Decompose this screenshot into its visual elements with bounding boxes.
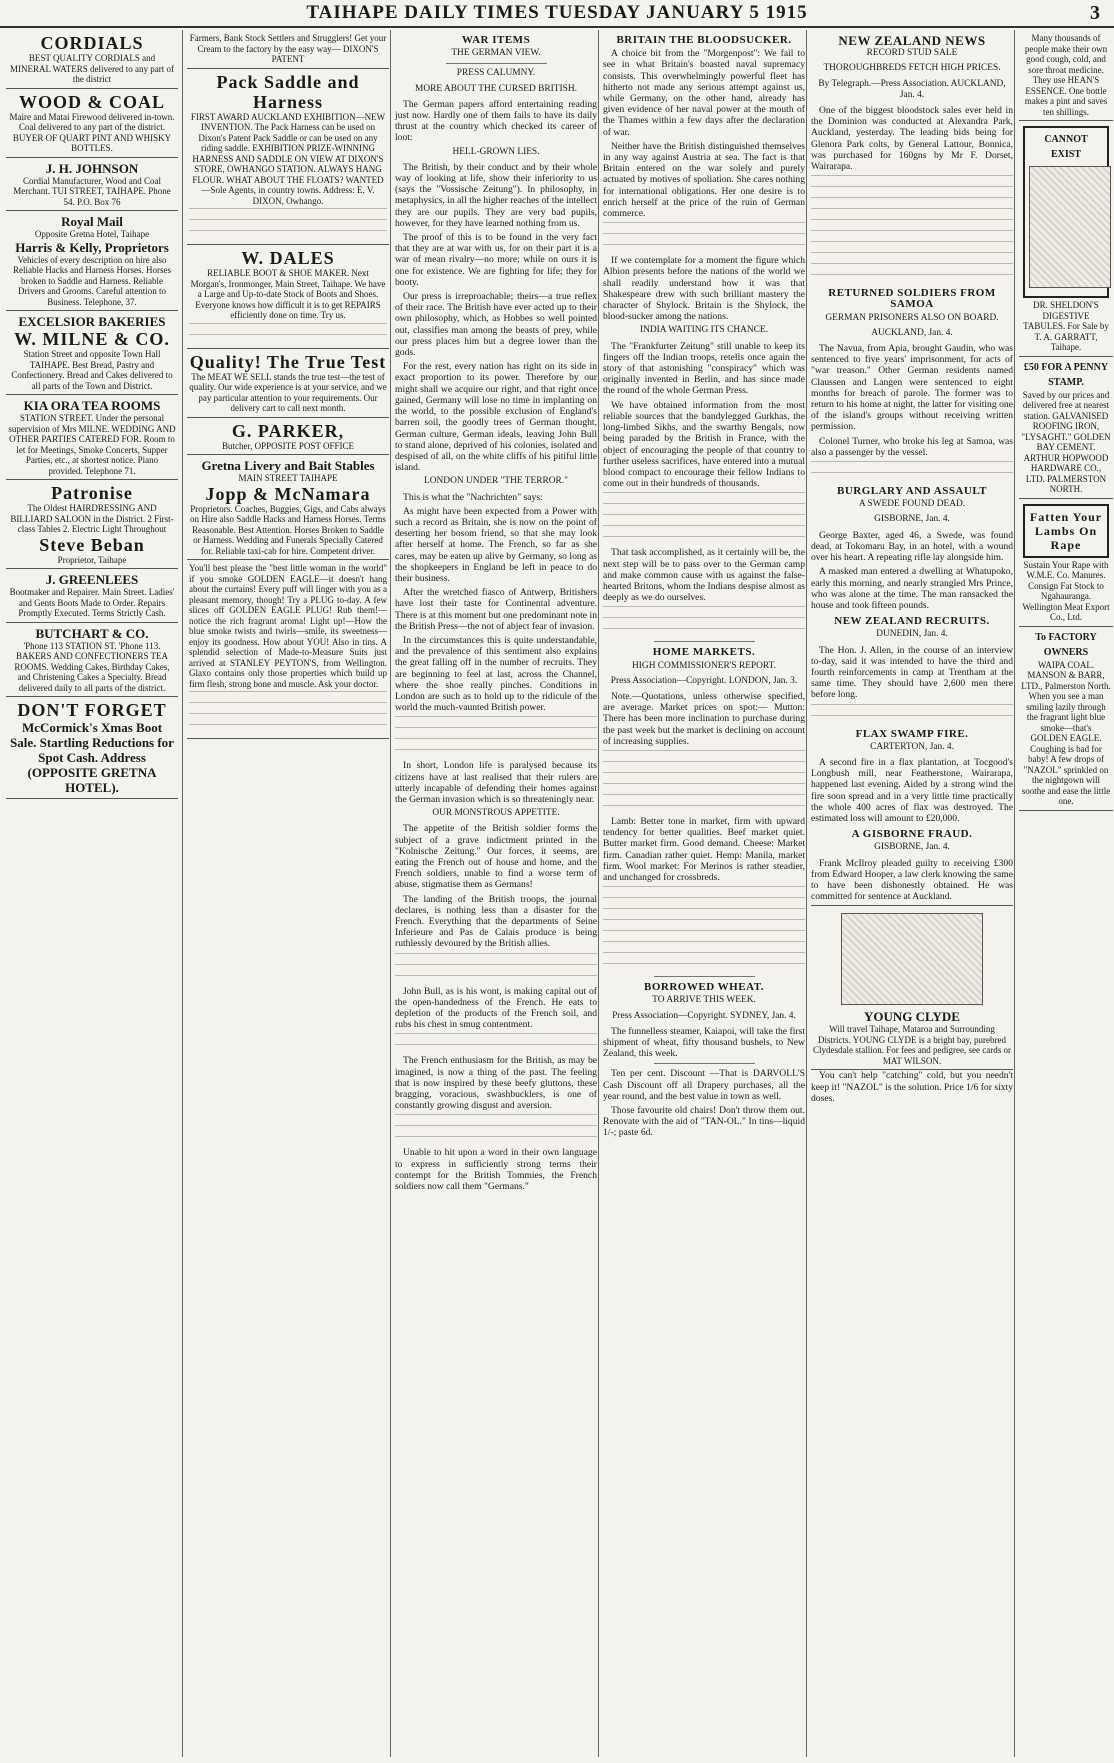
ad-quality: Quality! The True Test The MEAT WE SELL stands the true test—the test of quality. Our wide experience is at your service, and we pay particular attention to your requirements. Our delivery cart to call next month.: [187, 349, 389, 418]
ad-butchart: BUTCHART & CO. 'Phone 113 STATION ST. 'Phone 113. BAKERS AND CONFECTIONERS TEA ROOMS. Wedding Cakes, Birthday Cakes, and Christening Cakes a Specialty. Bread delivered daily to all parts of the district.: [6, 623, 178, 698]
ad-heans-essence: Many thousands of people make their own good cough, cold, and sore throat medicine. They use HEAN'S ESSENCE. One bottle makes a pint and saves ten shillings.: [1019, 30, 1113, 121]
column-6-ads: [1014, 30, 1113, 1757]
horse-illustration: [841, 913, 983, 1005]
ad-kia-ora: KIA ORA TEA ROOMS STATION STREET. Under the personal supervision of Mrs MILNE. WEDDING AND OTHER PARTIES CATERED FOR. Room to let for Meetings, Smoke Concerts, Supper Parties, etc., at shortest notice. Piano provided. Telephone 71.: [6, 395, 178, 480]
ad-greenlees: J. GREENLEES Bootmaker and Repairer. Main Street. Ladies' and Gents Boots Made to Order. Repairs Promptly Executed. Terms Strictly Cash.: [6, 569, 178, 623]
page-number: 3: [1090, 2, 1100, 24]
column-2-ads: [182, 30, 389, 1757]
ad-johnson: J. H. JOHNSON Cordial Manufacturer, Wood and Coal Merchant. TUI STREET, TAIHAPE. Phone 54. P.O. Box 76: [6, 158, 178, 212]
ad-royal-mail: Royal Mail Opposite Gretna Hotel, Taihape Harris & Kelly, Proprietors Vehicles of every description on hire also Reliable Hacks and Harness Horses. Horses broken to Saddle and Harness. Reliable Drivers and Grooms. Careful attention to Business. Telephone, 37.: [6, 211, 178, 311]
ad-patronise: Patronise The Oldest HAIRDRESSING AND BILLIARD SALOON in the District. 2 First-class Tables 2. Electric Light Throughout Steve Beban Proprietor, Taihape: [6, 480, 178, 569]
ad-waipa-coal: To FACTORY OWNERS WAIPA COAL. MANSON & BARR, LTD., Palmerston North. When you see a man smiling lazily through the fragrant light blue smoke—that's GOLDEN EAGLE. Coughing is bad for baby! A few drops of "NAZOL" sprinkled on the nightgown will soothe and ease the little one.: [1019, 627, 1113, 811]
column-1-ads: [6, 30, 178, 1757]
ad-hopwood-hardware: £50 FOR A PENNY STAMP. Saved by our prices and delivered free at nearest station. GALVANISED ROOFING IRON, "LYSAGHT." GOLDEN BAY CEMENT. ARTHUR HOPWOOD HARDWARE CO., LTD. PALMERSTON NORTH.: [1019, 357, 1113, 499]
ad-excelsior-bakeries: EXCELSIOR BAKERIES W. MILNE & CO. Station Street and opposite Town Hall TAIHAPE. Best Bread, Pastry and Confectionery. Bread and Cakes delivered to all parts of the Town and District.: [6, 311, 178, 395]
ad-pack-saddle: Pack Saddle and Harness FIRST AWARD AUCKLAND EXHIBITION—NEW INVENTION. The Pack Harness can be used on Dixon's Patent Pack Saddle or can be used on any riding saddle. EXHIBITION PRIZE-WINNING HARNESS AND SADDLE ON VIEW AT DIXON'S STORE, OWHANGO STATION. ALWAYS HANG FLOUR. WHAT ABOUT THE FLOATS? WANTED—Sole Agents, in country towns. Address: E. V. DIXON, Owhango.: [187, 69, 389, 246]
column-4-articles: BRITAIN THE BLOODSUCKER. A choice bit from the "Morgenpost": We fail to see in what Britain's boasted naval supremacy consists. This overwhelmingly powerful fleet has hitherto not made any serious attempt against us, while Germany, on the other hand, already has given evidence of her naval power at the mouth of the Thames within a few days after the declaration of war. Neither have the British distinguished themselves in any way against Austria at sea. The fact is that Britain entered on the war solely and purely actuated by motives of spoliation. She cares nothing for international obligations. Her one desire is to enrich herself at the price of the ruin of German commerce. If we contemplate for a moment the figure which Albion presents before the nations of the world we shall readily understand how it was that Shakespeare drew with such brilliant mastery the character of Shylock. Britain is the Shylock, the blood-sucker among the nations. INDIA WAITING ITS CHANCE. The "Frankfurter Zeitung" still unable to keep its fingers off the Indian troops, retells once again the story of that astonishing "conspiracy" which was originally invented in Berlin, and has since made the round of the whole German Press. We have obtained information from the most reliable sources that the bandylegged Gurkhas, the long-limbed Sikhs, and the swarthy Bengals, now being paraded by the British in France, with the object of encouraging the people of that country to further useless sacrifices, have entered into a mutual blood compact to encourage their fellow Indians to come out in their hundreds of thousands. That task accomplished, as it certainly will be, the next step will be to pass over to the German camp and make common cause with us against the false-hearted Britons, whom the Indians despise almost as deeply as we do ourselves. HOME MARKETS. HIGH COMMISSIONER'S REPORT. Press Association—Copyright. LONDON, Jan. 3. Note.—Quotations, unless otherwise specified, are average. Market prices on spot:— Mutton: There has been more inclination to purchase during the past week but the market is declining on account of increasing supplies. Lamb: Better tone in market, firm with upward tendency for better qualities. Beef market quiet. Butter market firm. Good demand. Cheese: Market firm. Canadian rather quiet. Hemp: Manila, market firm. Wool market: For Merinos is rather steadier, and unchanged for crossbreds. BORROWED WHEAT. TO ARRIVE THIS WEEK. Press Association—Copyright. SYDNEY, Jan. 4. The funnelless steamer, Kaiapoi, will take the first shipment of wheat, fifty thousand bushels, to New Zealand, this week. Ten per cent. Discount —That is DARVOLL'S Cash Discount off all Drapery purchases, all the year round, and the best value in town as well. Those favourite old chairs! Don't throw them out. Renovate with the aid of "TAN-OL." In tins—liquid 1/-; paste 6d.: [598, 30, 805, 1757]
ad-w-dales: W. DALES RELIABLE BOOT & SHOE MAKER. Next Morgan's, Ironmonger, Main Street, Taihape. We have a Large and Up-to-date Stock of Boots and Shoes. Everyone knows how difficult it is to get REPAIRS efficiently done on time. Try us.: [187, 245, 389, 349]
headline: WAR ITEMS: [461, 34, 531, 46]
ad-gretna-livery: Gretna Livery and Bait Stables MAIN STREET TAIHAPE Jopp & McNamara Proprietors. Coaches, Buggies, Gigs, and Cabs always on Hire also Saddle Hacks and Harness Horses. Terms Reasonable. Best Attention. Horses Broken to Saddle or Harness. Wedding and Funerals Specially Catered for. Reliable taxi-cab for hire. Competent driver.: [187, 455, 389, 560]
ad-cordials: CORDIALS BEST QUALITY CORDIALS and MINERAL WATERS delivered to any part of the district: [6, 30, 178, 89]
ad-parker: G. PARKER, Butcher, OPPOSITE POST OFFICE: [187, 418, 389, 456]
page-title: TAIHAPE DAILY TIMES TUESDAY JANUARY 5 1915: [306, 2, 808, 23]
ad-mccormick: DON'T FORGET McCormick's Xmas Boot Sale. Startling Reductions for Spot Cash. Address (OPPOSITE GRETNA HOTEL).: [6, 697, 178, 799]
ad-young-clyde: YOUNG CLYDE Will travel Taihape, Mataroa and Surrounding Districts. YOUNG CLYDE is a bright bay, purebred Clydesdale stallion. For fees and pedigree, see cards or MAT WILSON.: [811, 905, 1013, 1070]
ad-dixon-intro: Farmers, Bank Stock Settlers and Strugglers! Get your Cream to the factory by the easy way— DIXON'S PATENT: [187, 30, 389, 69]
column-5-nz-news: NEW ZEALAND NEWS RECORD STUD SALE THOROUGHBREDS FETCH HIGH PRICES. By Telegraph.—Press Association. AUCKLAND, Jan. 4. One of the biggest bloodstock sales ever held in the Dominion was conducted at Alexandra Park, Auckland, yesterday. The leading bids being for Glenora Park colts, by General Lattour, Bonnica, was purchased for 160gns by Mr F. Dorset, Wairarapa. RETURNED SOLDIERS FROM SAMOA GERMAN PRISONERS ALSO ON BOARD. AUCKLAND, Jan. 4. The Navua, from Apia, brought Gaudin, who was sentenced to five years' imprisonment, for acts of "war treason." Other German residents named Claussen and Langen were sentenced to eight months for breach of parole. The former was to return to his home at night, the latter for visiting one of the island's groups without receiving written permission. Colonel Turner, who broke his leg at Samoa, was also a passenger by the vessel. BURGLARY AND ASSAULT A SWEDE FOUND DEAD. GISBORNE, Jan. 4. George Baxter, aged 46, a Swede, was found dead, at Tokomaru Bay, in an hotel, with a wound over his heart. A repeating rifle lay alongside him. A masked man entered a dwelling at Whatupoko, early this morning, and nearly strangled Mrs Prince, who was alone at the time. The man ransacked the house and took fifteen pounds. NEW ZEALAND RECRUITS. DUNEDIN, Jan. 4. The Hon. J. Allen, in the course of an interview to-day, said it was intended to have the third and fourth reinforcements in camp at Trentham at the same time. They should have 2,600 men there before long. FLAX SWAMP FIRE. CARTERTON, Jan. 4. A second fire in a flax plantation, at Tocgood's Longbush mill, near Featherstone, Wairarapa, happened last evening. Aided by a strong wind the fire soon spread and in a very little time practically the whole 400 acres of flax was destroyed. The estimated loss will amount to £20,000. A GISBORNE FRAUD. GISBORNE, Jan. 4. Frank McIlroy pleaded guilty to receiving £300 from Edward Hooper, a law clerk knowing the same to have been dishonestly obtained. He was committed for sentence at Auckland. YOUNG CLYDE Will travel Taihape, Mataroa and Surrounding Districts. YOUNG CLYDE is a bright bay, purebred Clydesdale stallion. For fees and pedigree, see cards or MAT WILSON. You can't help "catching" cold, but you needn't keep it! "NAZOL" is the solution. Price 1/6 for sixty doses.: [806, 30, 1013, 1757]
ad-digestive-tabules: CANNOT EXIST DR. SHELDON'S DIGESTIVE TABULES. For Sale by T. A. GARRATT, Taihape.: [1019, 121, 1113, 357]
ad-wood-coal: WOOD & COAL Maire and Matai Firewood delivered in-town. Coal delivered to any part of the district. BUYER OF QUART PINT AND WHISKY BOTTLES.: [6, 89, 178, 158]
masthead: [0, 0, 1114, 28]
column-3-war-items: WAR ITEMS THE GERMAN VIEW. PRESS CALUMNY. MORE ABOUT THE CURSED BRITISH. The German papers afford entertaining reading just now. Hardly one of them fails to have its daily thrust at the country which checked its career of loot: HELL-GROWN LIES. The British, by their conduct and by their whole way of looking at life, show their inferiority to us (says the "Vossische Zeitung"). In philosophy, in metaphysics, in all the higher reaches of the intellect they are our pupils. They are very bad pupils, however, for they have learned nothing from us. The proof of this is to be found in the very fact that they are at war with us, for on their part it is a war of mean rivalry—no more; while on ours it is one for existence. We are fighting for life; they for booty. Our press is irreproachable; theirs—a true reflex of their race. The British have ever acted up to their own philosophy, which, as Hobbes so well pointed out, classifies man among the beasts of prey, while our press places him but a degree lower than the gods. For the rest, every nation has right on its side in exact proportion to its power. Therefore by our might shall we acquire our right, and that right once gained, Germany will lose no time in implanting on the world, to the possible exclusion of England's barren soil, the goodly trees of German thought, German culture, German ideals, leaving John Bull to stand alone, deprived of his colonies, isolated and despised of all, on the white cliffs of his pitiful little island. LONDON UNDER "THE TERROR." This is what the "Nachrichten" says: As might have been expected from a Power with such a record as Britain, she is now on the point of deserting her bosom friend, so that she may look after herself at home. The French, so far as she cares, may be eaten up alive by Germany, so long as the shopkeepers in England be left in peace to do their business. After the wretched fiasco of Antwerp, Britishers have lost their taste for Continental adventure. There is at this moment but one predominant note in the British Press—the not of abject fear of invasion. In the circumstances this is quite understandable, and the prevalence of this sentiment also explains the great falling off in the number of recruits. They are beginning to feel at last, across the Channel, where the shoe really pinches. Conditions in London are such as to hold up to the ridicule of the world the much-vaunted British power. In short, London life is paralysed because its citizens have at last realised that their rulers are utterly incapable of defending their homes against the German invasion which is so threateningly near. OUR MONSTROUS APPETITE. The appetite of the British soldier forms the subject of a grave indictment printed in the "Kolnische Zeitung." Our forces, it seems, are eating the French out of house and home, and the French soldiers, unable to find a worse term of abuse, stigmatise them as Germans! The landing of the British troops, the journal declares, is nothing less than a disaster for the French. Everything that the departments of Seine Inferieure and Pas de Calais produce is being ruthlessly devoured by the British allies. John Bull, as is his wont, is making capital out of the open-handedness of the French. He eats to depletion of the products of the French soil, and rubs his chest in smug contentment. The French enthusiasm for the British, as may be imagined, is now a thing of the past. The feeling that is now inspired by these beefy gluttons, these bragging, voracious, swashbucklers, is one of constantly growing disgust and aversion. Unable to hit upon a word in their own language to express in sufficiently strong terms their contempt for the British Tommies, the French soldiers now call them "Germans.": [390, 30, 597, 1757]
ad-golden-eagle: You'll best please the "best little woman in the world" if you smoke GOLDEN EAGLE—it doesn't hang about the curtains! Every puff will linger with you as a pleasant memory, though! Try a PLUG to-day. A few slices off GOLDEN EAGLE PLUG! Rub them!—notice the rich fragrant aroma! Light up!—How the blue smoke twists and twirls—smile, its sweetness—enjoy its goodness. How about YOU! Also in tins. A splendid selection of Made-to-Measure Suits just arrived at STANLEY PEYTON'S, from Wellington. Glaxo contains only those properties which build up firm flesh, strong bone and muscle. Ask your doctor.: [187, 560, 389, 739]
ad-wme-manures: Fatten Your Lambs On Rape Sustain Your Rape with W.M.E. Co. Manures. Consign Fat Stock to Ngahauranga. Wellington Meat Export Co., Ltd.: [1019, 499, 1113, 627]
